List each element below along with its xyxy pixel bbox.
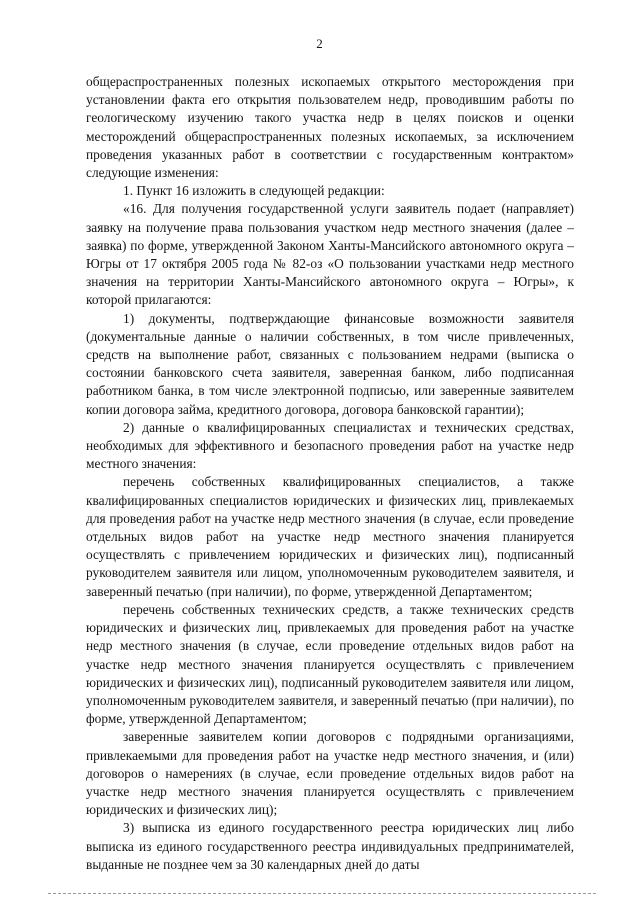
paragraph-specialists-list: перечень собственных квалифицированных специалистов, а также квалифицированных специалистов юридических и физических лиц, привлекаемых для проведения работ на участке недр местного значения (в случае, если проведение отдельных видов работ на участке недр местного значения планируется осуществлять с привлечением юридических и физических лиц), подписанный руководителем заявителя или лицом, уполномоченным руководителем заявителя, и заверенный печатью (при наличии), по форме, утвержденной Департаментом;: [86, 474, 574, 599]
page-bottom-divider: [48, 893, 596, 894]
paragraph-registry-extract: 3) выписка из единого государственного реестра юридических лиц либо выписка из единого государственного реестра индивидуальных предпринимателей, выданные не позднее чем за 30 календарных дней до даты: [86, 820, 574, 872]
paragraph-contracts-copies: заверенные заявителем копии договоров с подрядными организациями, привлекаемыми для проведения работ на участке недр местного значения, и (или) договоров о намерениях (в случае, если проведение отдельных видов работ на участке недр местного значения планируется осуществлять с привлечением юридических и физических лиц);: [86, 729, 574, 818]
paragraph-technical-means-list: перечень собственных технических средств, а также технических средств юридических и физических лиц, привлекаемых для проведения работ на участке недр местного значения (в случае, если проведение отдельных видов работ на участке недр местного значения планируется осуществлять с привлечением юридических и физических лиц), подписанный руководителем заявителя или лицом, уполномоченным руководителем заявителя, и заверенный печатью (при наличии), по форме, утвержденной Департаментом;: [86, 601, 574, 727]
paragraph-item-1: 1. Пункт 16 изложить в следующей редакции:: [123, 183, 385, 199]
page-number: 2: [316, 36, 323, 51]
paragraph-clause-16: «16. Для получения государственной услуги заявитель подает (направляет) заявку на получение права пользования участком недр местного значения (далее – заявка) по форме, утвержденной Законом Ханты-Мансийского автономного округа – Югры от 17 октября 2005 года № 82-оз «О пользовании участками недр местного значения на территории Ханты-Мансийского автономного округа – Югры», к которой прилагаются:: [86, 201, 574, 308]
paragraph-intro: общераспространенных полезных ископаемых открытого месторождения при установлении факта его открытия пользователем недр, проводившим работы по геологическому изучению такого участка недр в целях поисков и оценки месторождений общераспространенных полезных ископаемых, за исключением проведения указанных работ в соответствии с государственным контрактом» следующие изменения:: [86, 74, 574, 181]
document-body: [86, 73, 574, 874]
paragraph-financial-documents: 1) документы, подтверждающие финансовые возможности заявителя (документальные данные о наличии собственных, в том числе привлеченных, средств на выполнение работ, связанных с пользованием недрами (выписка о состоянии банковского счета заявителя, заверенная банком, либо подписанная работником банка, в том числе электронной подписью, или заверенные заявителем копии договора займа, кредитного договора, договора банковской гарантии);: [86, 310, 574, 417]
paragraph-specialists-data: 2) данные о квалифицированных специалистах и технических средствах, необходимых для эффективного и безопасного проведения работ на участке недр местного значения:: [86, 419, 574, 472]
